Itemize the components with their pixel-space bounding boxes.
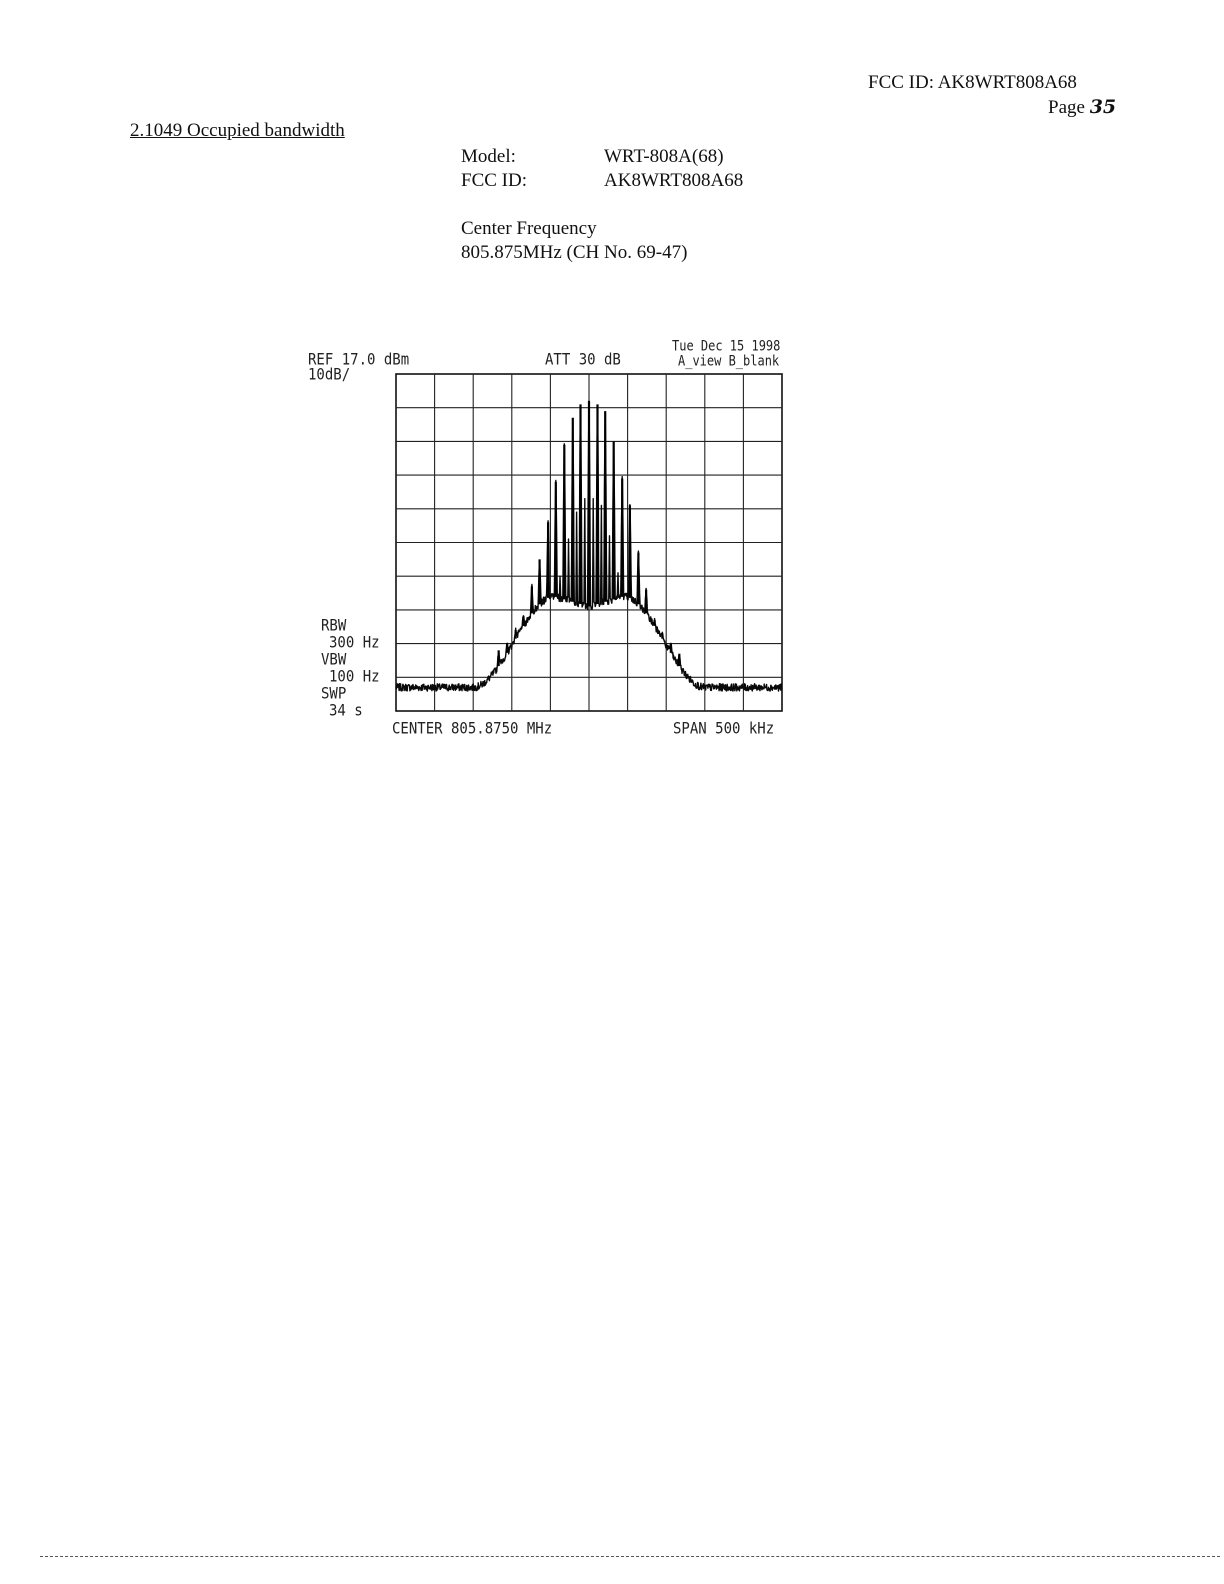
section-title: 2.1049 Occupied bandwidth — [130, 120, 345, 141]
date-label: Tue Dec 15 1998 — [672, 338, 781, 355]
attenuation-label: ATT 30 dB — [545, 351, 621, 369]
swp-value: 34 s — [329, 702, 363, 720]
model-value: WRT-808A(68) — [604, 146, 724, 167]
ref-level-label: REF 17.0 dBm — [308, 351, 410, 369]
page-number: 35 — [1089, 96, 1117, 118]
fcc-value: AK8WRT808A68 — [604, 170, 744, 191]
span-axis-label: SPAN 500 kHz — [673, 720, 775, 738]
rbw-label: RBW — [321, 617, 347, 635]
header-fcc-id: FCC ID: AK8WRT808A68 — [868, 72, 1077, 93]
vbw-label: VBW — [321, 651, 347, 669]
fcc-label: FCC ID: — [461, 170, 527, 191]
center-frequency-axis-label: CENTER 805.8750 MHz — [392, 720, 553, 738]
center-frequency-label: Center Frequency — [461, 218, 597, 239]
center-frequency-value: 805.875MHz (CH No. 69-47) — [461, 242, 688, 263]
footer-line — [40, 1556, 1220, 1557]
model-label: Model: — [461, 146, 516, 167]
rbw-value: 300 Hz — [329, 634, 380, 652]
swp-label: SWP — [321, 685, 347, 703]
vbw-value: 100 Hz — [329, 668, 380, 686]
view-mode-label: A_view B_blank — [678, 353, 780, 370]
page-label: Page — [1048, 97, 1085, 118]
scale-label: 10dB/ — [308, 366, 351, 384]
